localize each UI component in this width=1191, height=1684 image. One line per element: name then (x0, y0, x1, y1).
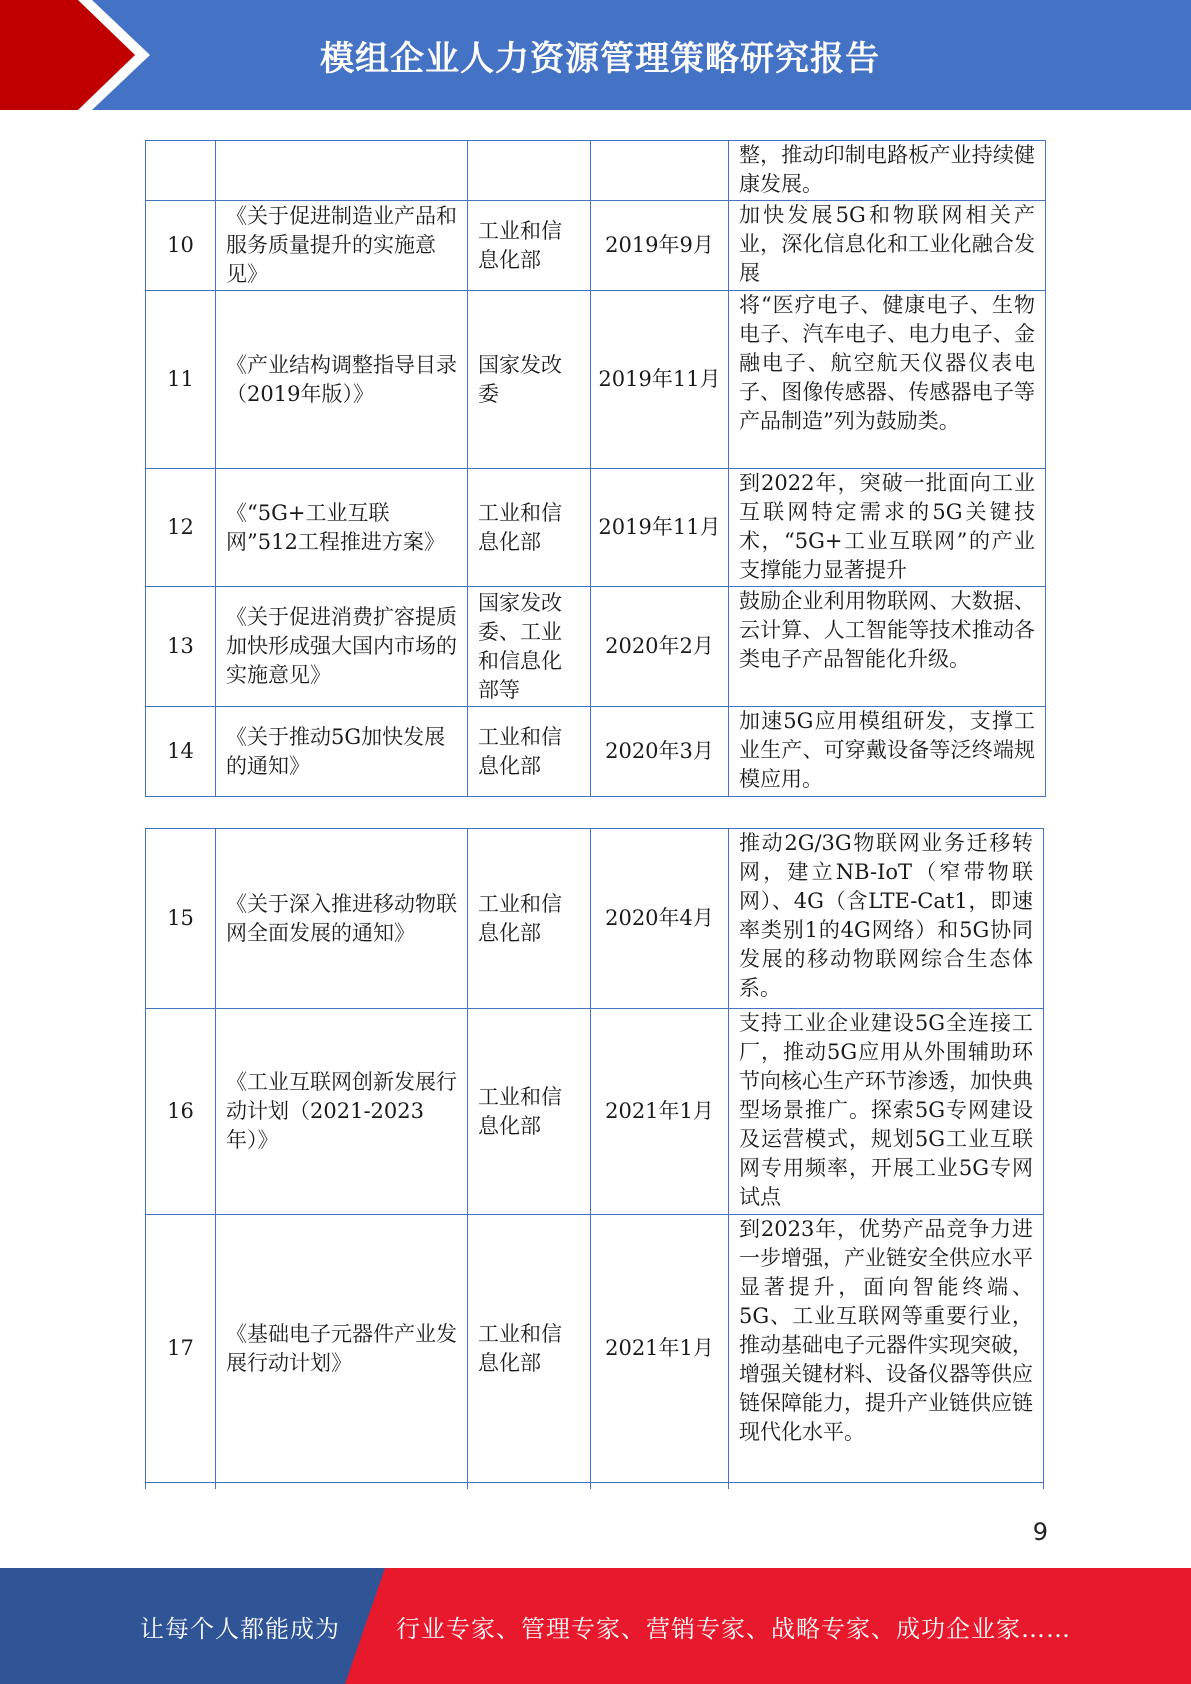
issuing-department: 工业和信息化部 (468, 1215, 591, 1483)
row-number: 10 (146, 201, 216, 291)
issuing-department: 工业和信息化部 (468, 201, 591, 291)
issue-date: 2021年1月 (591, 1215, 729, 1483)
policy-description: 加快发展5G和物联网相关产业，深化信息化和工业化融合发展 (729, 201, 1046, 291)
issuing-department: 国家发改委、工业和信息化部等 (468, 587, 591, 707)
table-row (146, 707, 1046, 797)
row-number: 16 (146, 1009, 216, 1215)
policy-name: 《关于推动5G加快发展的通知》 (216, 707, 468, 797)
policy-table-bottom (145, 828, 1044, 1489)
row-number: 17 (146, 1215, 216, 1483)
issue-date: 2021年1月 (591, 1009, 729, 1215)
policy-name: 《关于促进制造业产品和服务质量提升的实施意见》 (216, 201, 468, 291)
policy-description: 支持工业企业建设5G全连接工厂，推动5G应用从外围辅助环节向核心生产环节渗透，加快典型场景推广。探索5G专网建设及运营模式，规划5G工业互联网专用频率，开展工业5G专网试点 (729, 1009, 1044, 1215)
table-row (146, 587, 1046, 707)
footer-slogan-right: 行业专家、管理专家、营销专家、战略专家、成功企业家…… (396, 1614, 1071, 1643)
policy-description: 将“医疗电子、健康电子、生物电子、汽车电子、电力电子、金融电子、航空航天仪器仪表电子、图像传感器、传感器电子等产品制造”列为鼓励类。 (729, 291, 1046, 469)
policy-description: 到2022年，突破一批面向工业互联网特定需求的5G关键技术，“5G+工业互联网”的产业支撑能力显著提升 (729, 469, 1046, 587)
issue-date: 2020年4月 (591, 829, 729, 1009)
table-row (146, 829, 1044, 1009)
policy-name: 《“5G+工业互联网”512工程推进方案》 (216, 469, 468, 587)
issue-date: 2019年11月 (591, 469, 729, 587)
issue-date (591, 141, 729, 201)
issue-date: 2019年9月 (591, 201, 729, 291)
row-number: 14 (146, 707, 216, 797)
policy-description: 到2023年，优势产品竞争力进一步增强，产业链安全供应水平显著提升，面向智能终端、5G、工业互联网等重要行业，推动基础电子元器件实现突破，增强关键材料、设备仪器等供应链保障能力，提升产业链供应链现代化水平。 (729, 1215, 1044, 1483)
row-number: 12 (146, 469, 216, 587)
page-header (0, 0, 1191, 110)
policy-description: 推动2G/3G物联网业务迁移转网，建立NB-IoT（窄带物联网）、4G（含LTE-Cat1，即速率类别1的4G网络）和5G协同发展的移动物联网综合生态体系。 (729, 829, 1044, 1009)
table-row (146, 201, 1046, 291)
page-footer (0, 1568, 1191, 1684)
table-row (146, 1215, 1044, 1483)
row-number: 11 (146, 291, 216, 469)
issuing-department: 工业和信息化部 (468, 469, 591, 587)
table-row-continuation (146, 1483, 1044, 1490)
row-number (146, 141, 216, 201)
policy-name: 《关于促进消费扩容提质加快形成强大国内市场的实施意见》 (216, 587, 468, 707)
policy-name: 《产业结构调整指导目录（2019年版）》 (216, 291, 468, 469)
report-title: 模组企业人力资源管理策略研究报告 (320, 38, 880, 79)
issuing-department: 工业和信息化部 (468, 829, 591, 1009)
issuing-department: 工业和信息化部 (468, 707, 591, 797)
policy-name (216, 141, 468, 201)
issue-date: 2020年3月 (591, 707, 729, 797)
policy-name: 《工业互联网创新发展行动计划（2021-2023年）》 (216, 1009, 468, 1215)
row-number: 15 (146, 829, 216, 1009)
policy-name: 《关于深入推进移动物联网全面发展的通知》 (216, 829, 468, 1009)
footer-slogan-left: 让每个人都能成为 (140, 1614, 340, 1643)
table-row (146, 141, 1046, 201)
page-number: 9 (1032, 1518, 1048, 1546)
issuing-department: 工业和信息化部 (468, 1009, 591, 1215)
policy-table-top (145, 140, 1046, 797)
header-arrow-decoration (0, 0, 150, 110)
policy-description: 鼓励企业利用物联网、大数据、云计算、人工智能等技术推动各类电子产品智能化升级。 (729, 587, 1046, 707)
row-number: 13 (146, 587, 216, 707)
table-row (146, 1009, 1044, 1215)
issue-date: 2019年11月 (591, 291, 729, 469)
policy-description: 加速5G应用模组研发，支撑工业生产、可穿戴设备等泛终端规模应用。 (729, 707, 1046, 797)
policy-name: 《基础电子元器件产业发展行动计划》 (216, 1215, 468, 1483)
issuing-department (468, 141, 591, 201)
table-row (146, 469, 1046, 587)
table-row (146, 291, 1046, 469)
issuing-department: 国家发改委 (468, 291, 591, 469)
issue-date: 2020年2月 (591, 587, 729, 707)
policy-description: 整，推动印制电路板产业持续健康发展。 (729, 141, 1046, 201)
